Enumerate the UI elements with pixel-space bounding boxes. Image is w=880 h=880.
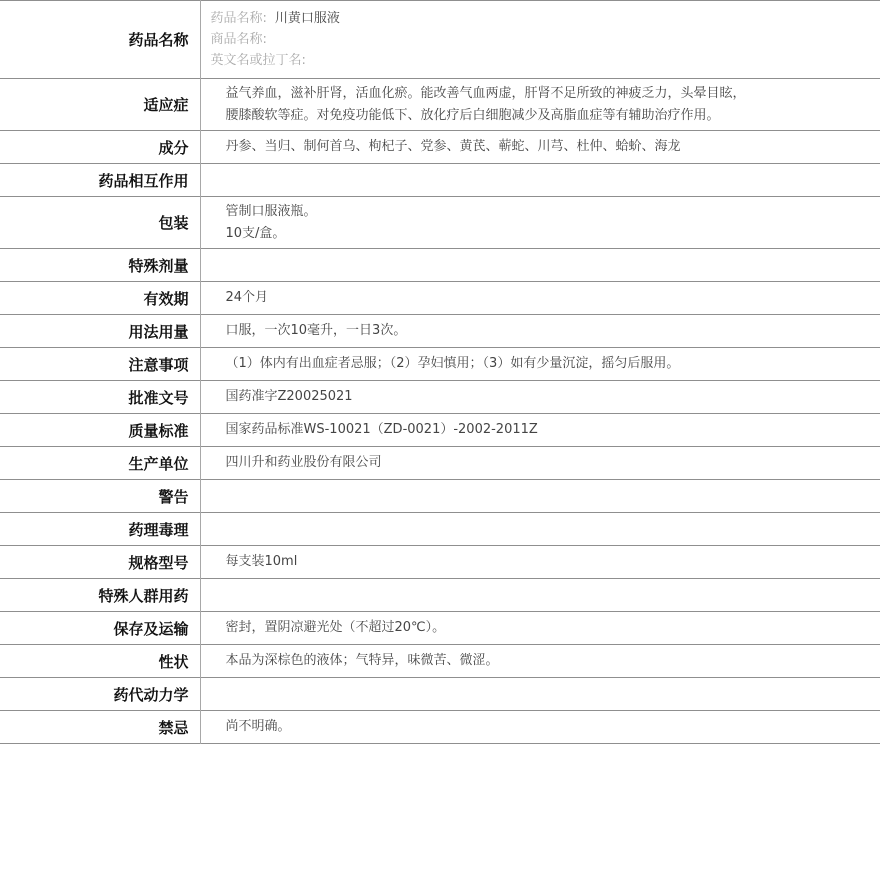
table-row [0, 447, 880, 480]
row-value [200, 131, 880, 164]
row-label: 包装 [0, 197, 200, 249]
row-value [200, 164, 880, 197]
row-label: 性状 [0, 645, 200, 678]
row-label: 成分 [0, 131, 200, 164]
row-label: 保存及运输 [0, 612, 200, 645]
table-row [0, 381, 880, 414]
generic-name-line [211, 8, 880, 29]
row-label: 药品名称 [0, 1, 200, 79]
row-value [200, 1, 880, 79]
row-label: 注意事项 [0, 348, 200, 381]
row-drug-name [0, 1, 880, 79]
row-value [200, 480, 880, 513]
generic-name-value: 川黄口服液 [274, 11, 340, 26]
row-value [200, 612, 880, 645]
row-value [200, 315, 880, 348]
value-line: 每支装10ml [225, 554, 298, 569]
value-line: 丹参、当归、制何首乌、枸杞子、党参、黄芪、蕲蛇、川芎、杜仲、蛤蚧、海龙 [225, 139, 681, 154]
value-line: 10支/盒。 [225, 225, 286, 241]
row-label: 药代动力学 [0, 678, 200, 711]
value-line: 24个月 [225, 290, 269, 305]
english-name-line [211, 50, 880, 71]
table-row [0, 711, 880, 744]
generic-name-label: 药品名称: [210, 11, 267, 26]
row-value [200, 447, 880, 480]
table-row [0, 315, 880, 348]
value-line: 国药准字Z20025021 [225, 389, 353, 404]
table-row [0, 612, 880, 645]
table-row [0, 79, 880, 131]
table-row [0, 546, 880, 579]
table-row [0, 164, 880, 197]
drug-info-table-body [0, 1, 880, 744]
value-line: 尚不明确。 [225, 719, 291, 734]
row-value [200, 197, 880, 249]
row-label: 有效期 [0, 282, 200, 315]
row-value [200, 249, 880, 282]
row-label: 警告 [0, 480, 200, 513]
row-value [200, 678, 880, 711]
row-value [200, 348, 880, 381]
value-line: 密封，置阴凉避光处（不超过20℃）。 [225, 620, 446, 635]
table-row [0, 131, 880, 164]
row-value [200, 711, 880, 744]
row-value [200, 414, 880, 447]
value-line: 益气养血，滋补肝肾，活血化瘀。能改善气血两虚，肝肾不足所致的神疲乏力，头晕目眩， [225, 85, 746, 101]
row-value [200, 79, 880, 131]
value-line: （1）体内有出血症者忌服；（2）孕妇慎用；（3）如有少量沉淀，摇匀后服用。 [225, 356, 680, 371]
row-label: 规格型号 [0, 546, 200, 579]
value-line: 本品为深棕色的液体；气特异，味微苦、微涩。 [225, 653, 499, 668]
row-label: 药理毒理 [0, 513, 200, 546]
row-value [200, 546, 880, 579]
row-value [200, 282, 880, 315]
value-line: 口服，一次10毫升，一日3次。 [225, 323, 407, 338]
table-row [0, 197, 880, 249]
row-value [200, 513, 880, 546]
row-label: 药品相互作用 [0, 164, 200, 197]
row-label: 特殊人群用药 [0, 579, 200, 612]
table-row [0, 579, 880, 612]
trade-name-label: 商品名称: [210, 32, 267, 47]
table-row [0, 645, 880, 678]
value-line: 四川升和药业股份有限公司 [225, 455, 382, 470]
table-row [0, 678, 880, 711]
row-label: 特殊剂量 [0, 249, 200, 282]
row-label: 批准文号 [0, 381, 200, 414]
row-label: 生产单位 [0, 447, 200, 480]
table-row [0, 282, 880, 315]
english-name-label: 英文名或拉丁名: [210, 53, 306, 68]
row-value [200, 645, 880, 678]
row-label: 禁忌 [0, 711, 200, 744]
table-row [0, 513, 880, 546]
row-label: 适应症 [0, 79, 200, 131]
row-value [200, 579, 880, 612]
table-row [0, 249, 880, 282]
table-row [0, 480, 880, 513]
row-label: 用法用量 [0, 315, 200, 348]
table-row [0, 414, 880, 447]
trade-name-line [211, 29, 880, 50]
row-label: 质量标准 [0, 414, 200, 447]
table-row [0, 348, 880, 381]
value-line: 管制口服液瓶。 [225, 203, 317, 219]
value-line: 国家药品标准WS-10021（ZD-0021）-2002-2011Z [225, 422, 538, 437]
row-value [200, 381, 880, 414]
value-line: 腰膝酸软等症。对免疫功能低下、放化疗后白细胞减少及高脂血症等有辅助治疗作用。 [225, 107, 720, 123]
